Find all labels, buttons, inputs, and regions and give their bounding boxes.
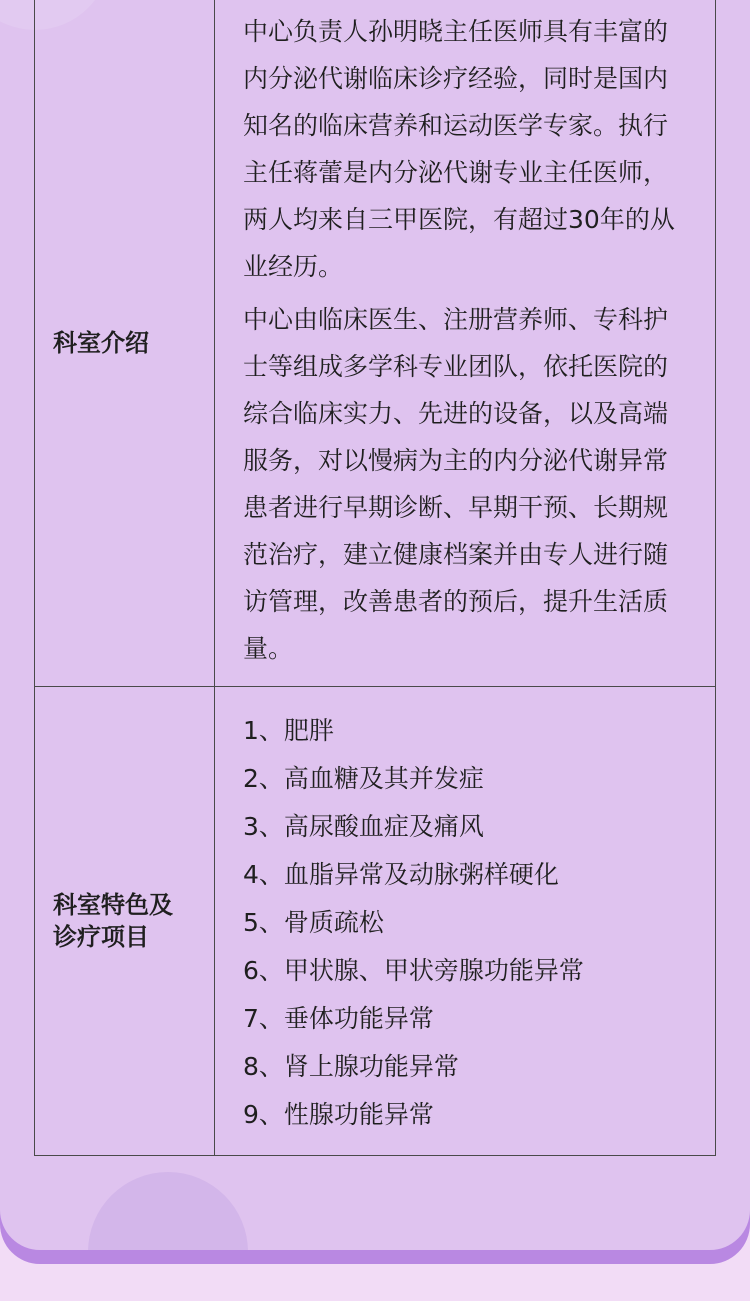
row-label-intro: 科室介绍 — [35, 0, 215, 686]
department-info-table — [34, 0, 716, 1156]
decorative-circle — [88, 1172, 248, 1250]
list-item: 8、肾上腺功能异常 — [243, 1052, 459, 1081]
list-item: 1、肥胖 — [243, 716, 334, 745]
features-list — [215, 687, 715, 1155]
list-item: 5、骨质疏松 — [243, 908, 384, 937]
list-item: 6、甲状腺、甲状旁腺功能异常 — [243, 956, 584, 985]
intro-paragraph: 中心负责人孙明晓主任医师具有丰富的内分泌代谢临床诊疗经验，同时是国内知名的临床营养和运动医学专家。执行主任蒋蕾是内分泌代谢专业主任医师，两人均来自三甲医院，有超过30年的从业经历。 — [243, 17, 675, 281]
list-item: 3、高尿酸血症及痛风 — [243, 812, 484, 841]
row-label-features: 科室特色及诊疗项目 — [35, 687, 215, 1155]
list-item: 4、血脂异常及动脉粥样硬化 — [243, 860, 559, 889]
intro-content — [215, 0, 715, 686]
list-item: 9、性腺功能异常 — [243, 1100, 434, 1129]
table-row — [35, 0, 715, 686]
table-row — [35, 686, 715, 1155]
intro-paragraph: 中心由临床医生、注册营养师、专科护士等组成多学科专业团队，依托医院的综合临床实力、先进的设备，以及高端服务，对以慢病为主的内分泌代谢异常患者进行早期诊断、早期干预、长期规范治疗，建立健康档案并由专人进行随访管理，改善患者的预后，提升生活质量。 — [243, 305, 669, 663]
list-item: 7、垂体功能异常 — [243, 1004, 434, 1033]
list-item: 2、高血糖及其并发症 — [243, 764, 484, 793]
